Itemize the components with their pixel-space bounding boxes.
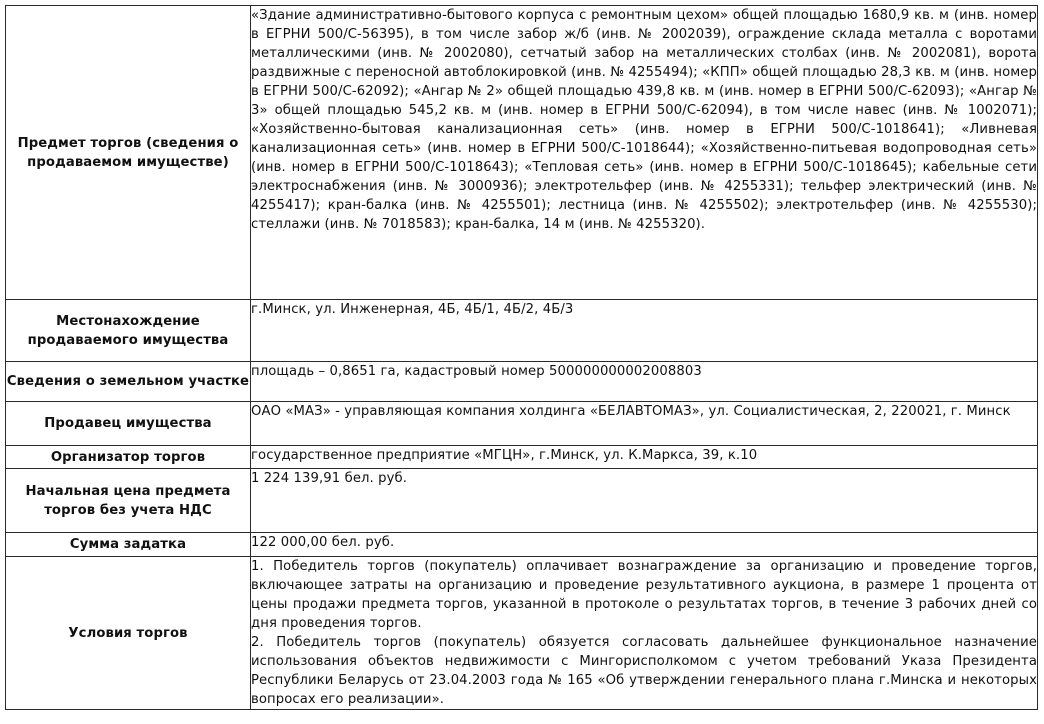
deposit-value: 122 000,00 бел. руб. <box>251 533 1038 557</box>
land-value: площадь – 0,8651 га, кадастровый номер 500000000002008803 <box>251 362 1038 402</box>
subject-value: «Здание административно-бытового корпуса с ремонтным цехом» общей площадью 1680,9 кв. м (инв. номер в ЕГРНИ 500/С-56395), в том числе забор ж/б (инв. № 2002039), ограждение склада металла с воротами металлическими (инв. № 2002080), сетчатый забор на металлических столбах (инв. № 2002081), ворота раздвижные с переносной автоблокировкой (инв. № 4255494); «КПП» общей площадью 28,3 кв. м (инв. номер в ЕГРНИ 500/С-62092); «Ангар № 2» общей площадью 439,8 кв. м (инв. номер в ЕГРНИ 500/С-62093); «Ангар № 3» общей площадью 545,2 кв. м (инв. номер в ЕГРНИ 500/С-62094), в том числе навес (инв. № 1002071); «Хозяйственно-бытовая канализационная сеть» (инв. номер в ЕГРНИ 500/С-1018641); «Ливневая канализационная сеть» (инв. номер в ЕГРНИ 500/С-1018644); «Хозяйственно-питьевая водопроводная сеть» (инв. номер в ЕГРНИ 500/С-1018643); «Тепловая сеть» (инв. номер в ЕГРНИ 500/С-1018645); кабельные сети электроснабжения (инв. № 3000936); электротельфер (инв. № 4255331); тельфер электрический (инв. № 4255417); кран-балка (инв. № 4255501); лестница (инв. № 4255502); электротельфер (инв. № 4255530); стеллажи (инв. № 7018583); кран-балка, 14 м (инв. № 4255320). <box>251 6 1038 300</box>
deposit-label: Сумма задатка <box>6 533 251 557</box>
auction-lot-document <box>5 5 1037 710</box>
row-land <box>6 362 1038 402</box>
location-label: Местонахождение продаваемого имущества <box>6 300 251 362</box>
price-label: Начальная цена предмета торгов без учета НДС <box>6 469 251 533</box>
terms-item-1: 1. Победитель торгов (покупатель) оплачивает вознаграждение за организацию и проведение торгов, включающее затраты на организацию и проведение результативного аукциона, в размере 1 процента от цены продажи предмета торгов, указанной в протоколе о результатах торгов, в течение 3 рабочих дней со дня проведения торгов. <box>251 559 1037 631</box>
row-seller <box>6 402 1038 446</box>
terms-item-2: 2. Победитель торгов (покупатель) обязуется согласовать дальнейшее функциональное назначение использования объектов недвижимости с Мингорисполкомом с учетом требований Указа Президента Республики Беларусь от 23.04.2003 года № 165 «Об утверждении генерального плана г.Минска и некоторых вопросах его реализации». <box>251 635 1037 707</box>
organizer-label: Организатор торгов <box>6 446 251 469</box>
land-label: Сведения о земельном участке <box>6 362 251 402</box>
seller-value: ОАО «МАЗ» - управляющая компания холдинга «БЕЛАВТОМАЗ», ул. Социалистическая, 2, 220021, г. Минск <box>251 402 1038 446</box>
terms-label: Условия торгов <box>6 557 251 710</box>
row-price <box>6 469 1038 533</box>
organizer-value: государственное предприятие «МГЦН», г.Минск, ул. К.Маркса, 39, к.10 <box>251 446 1038 469</box>
row-organizer <box>6 446 1038 469</box>
seller-label: Продавец имущества <box>6 402 251 446</box>
price-value: 1 224 139,91 бел. руб. <box>251 469 1038 533</box>
auction-lot-table <box>5 5 1038 710</box>
row-subject <box>6 6 1038 300</box>
row-terms <box>6 557 1038 710</box>
terms-value <box>251 557 1038 710</box>
location-value: г.Минск, ул. Инженерная, 4Б, 4Б/1, 4Б/2, 4Б/3 <box>251 300 1038 362</box>
row-deposit <box>6 533 1038 557</box>
subject-label: Предмет торгов (сведения о продаваемом имуществе) <box>6 6 251 300</box>
row-location <box>6 300 1038 362</box>
